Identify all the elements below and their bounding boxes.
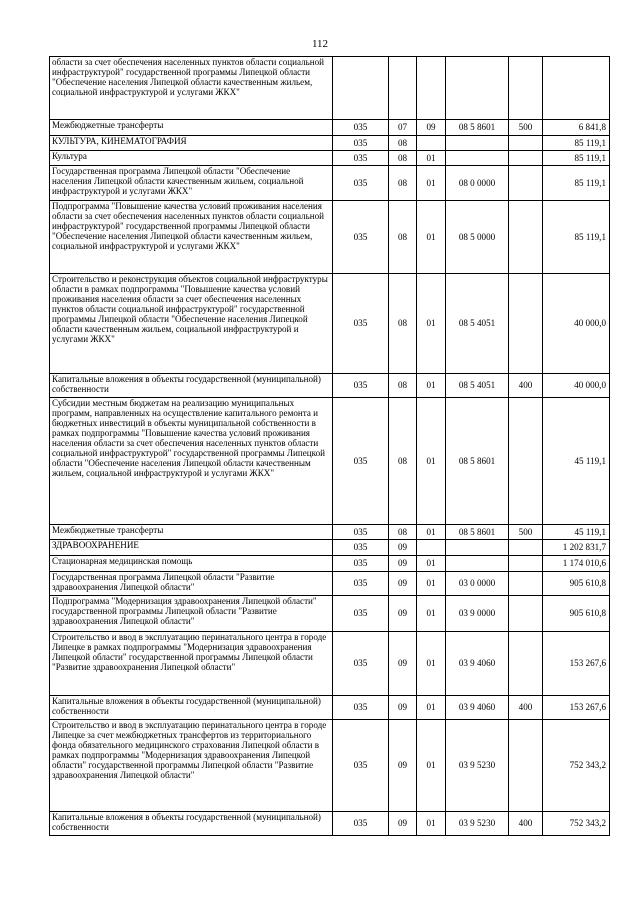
target-article-cell bbox=[446, 151, 509, 166]
item-name-cell: КУЛЬТУРА, КИНЕМАТОГРАФИЯ bbox=[50, 136, 333, 151]
table-row bbox=[50, 632, 610, 696]
expense-type-cell: 500 bbox=[509, 525, 543, 540]
table-row bbox=[50, 201, 610, 274]
target-article-cell bbox=[446, 57, 509, 120]
amount-cell: 905 610,8 bbox=[543, 572, 610, 596]
amount-cell: 85 119,1 bbox=[543, 166, 610, 201]
target-article-cell: 08 5 0000 bbox=[446, 201, 509, 274]
section-code-cell: 08 bbox=[389, 136, 417, 151]
section-code-cell: 09 bbox=[389, 812, 417, 836]
table-row bbox=[50, 540, 610, 556]
target-article-cell: 03 9 0000 bbox=[446, 596, 509, 632]
section-code-cell: 09 bbox=[389, 696, 417, 720]
expense-type-cell bbox=[509, 398, 543, 525]
amount-cell: 1 174 010,6 bbox=[543, 556, 610, 572]
target-article-cell: 08 5 8601 bbox=[446, 398, 509, 525]
target-article-cell: 03 9 4060 bbox=[446, 632, 509, 696]
target-article-cell: 08 5 4051 bbox=[446, 374, 509, 398]
amount-cell: 153 267,6 bbox=[543, 696, 610, 720]
subsection-code-cell: 01 bbox=[417, 572, 446, 596]
target-article-cell: 03 9 5230 bbox=[446, 812, 509, 836]
target-article-cell: 08 5 4051 bbox=[446, 274, 509, 374]
item-name-cell: Межбюджетные трансферты bbox=[50, 120, 333, 136]
item-name-cell: Государственная программа Липецкой области "Обеспечение населения Липецкой области качественным жильем, социальной инфраструктурой и услугами ЖКХ" bbox=[50, 166, 333, 201]
expense-type-cell bbox=[509, 136, 543, 151]
section-code-cell: 08 bbox=[389, 525, 417, 540]
section-code-cell: 09 bbox=[389, 540, 417, 556]
section-code-cell: 08 bbox=[389, 274, 417, 374]
subsection-code-cell bbox=[417, 136, 446, 151]
ministry-code-cell: 035 bbox=[333, 572, 389, 596]
amount-cell: 1 202 831,7 bbox=[543, 540, 610, 556]
item-name-cell: Строительство и ввод в эксплуатацию перинатального центра в городе Липецке за счет межбюджетных трансфертов из территориального фонда обязательного медицинского страхования Липецкой области в рамках подпрограммы "Модернизация здравоохранения Липецкой области" государственной программы Липецкой области "Развитие здравоохранения Липецкой области" bbox=[50, 720, 333, 812]
item-name-cell: Стационарная медицинская помощь bbox=[50, 556, 333, 572]
table-row bbox=[50, 151, 610, 166]
section-code-cell bbox=[389, 57, 417, 120]
amount-cell: 85 119,1 bbox=[543, 136, 610, 151]
subsection-code-cell bbox=[417, 57, 446, 120]
page-number: 112 bbox=[311, 38, 329, 50]
subsection-code-cell: 01 bbox=[417, 596, 446, 632]
budget-table bbox=[49, 56, 610, 836]
ministry-code-cell: 035 bbox=[333, 136, 389, 151]
expense-type-cell bbox=[509, 201, 543, 274]
target-article-cell bbox=[446, 136, 509, 151]
table-row bbox=[50, 166, 610, 201]
subsection-code-cell: 01 bbox=[417, 720, 446, 812]
table-row bbox=[50, 812, 610, 836]
amount-cell: 153 267,6 bbox=[543, 632, 610, 696]
amount-cell bbox=[543, 57, 610, 120]
table-row bbox=[50, 556, 610, 572]
target-article-cell: 08 5 8601 bbox=[446, 525, 509, 540]
subsection-code-cell: 01 bbox=[417, 556, 446, 572]
ministry-code-cell: 035 bbox=[333, 398, 389, 525]
table-row bbox=[50, 525, 610, 540]
expense-type-cell: 400 bbox=[509, 812, 543, 836]
item-name-cell: Капитальные вложения в объекты государственной (муниципальной) собственности bbox=[50, 812, 333, 836]
subsection-code-cell bbox=[417, 540, 446, 556]
section-code-cell: 09 bbox=[389, 596, 417, 632]
ministry-code-cell: 035 bbox=[333, 201, 389, 274]
amount-cell: 85 119,1 bbox=[543, 151, 610, 166]
amount-cell: 6 841,8 bbox=[543, 120, 610, 136]
target-article-cell: 08 0 0000 bbox=[446, 166, 509, 201]
table-row bbox=[50, 596, 610, 632]
item-name-cell: Строительство и ввод в эксплуатацию перинатального центра в городе Липецке в рамках подпрограммы "Модернизация здравоохранения Липецкой области" государственной программы Липецкой области "Развитие здравоохранения Липецкой области" bbox=[50, 632, 333, 696]
subsection-code-cell: 01 bbox=[417, 166, 446, 201]
amount-cell: 85 119,1 bbox=[543, 201, 610, 274]
ministry-code-cell: 035 bbox=[333, 556, 389, 572]
target-article-cell bbox=[446, 556, 509, 572]
section-code-cell: 09 bbox=[389, 572, 417, 596]
expense-type-cell bbox=[509, 274, 543, 374]
ministry-code-cell: 035 bbox=[333, 525, 389, 540]
subsection-code-cell: 01 bbox=[417, 812, 446, 836]
table-row bbox=[50, 274, 610, 374]
expense-type-cell: 500 bbox=[509, 120, 543, 136]
expense-type-cell: 400 bbox=[509, 374, 543, 398]
item-name-cell: Подпрограмма "Повышение качества условий проживания населения области за счет обеспечения населенных пунктов области социальной инфраструктурой" государственной программы Липецкой области "Обеспечение населения Липецкой области качественным жильем, социальной инфраструктурой и услугами ЖКХ" bbox=[50, 201, 333, 274]
section-code-cell: 08 bbox=[389, 398, 417, 525]
item-name-cell: Строительство и реконструкция объектов социальной инфраструктуры области в рамках подпрограммы "Повышение качества условий проживания населения области за счет обеспечения населенных пунктов области социальной инфраструктурой" государственной программы Липецкой области "Обеспечение населения Липецкой области качественным жильем, социальной инфраструктурой и услугами ЖКХ" bbox=[50, 274, 333, 374]
amount-cell: 752 343,2 bbox=[543, 812, 610, 836]
subsection-code-cell: 01 bbox=[417, 525, 446, 540]
table-row bbox=[50, 374, 610, 398]
ministry-code-cell bbox=[333, 57, 389, 120]
expense-type-cell: 400 bbox=[509, 696, 543, 720]
ministry-code-cell: 035 bbox=[333, 812, 389, 836]
ministry-code-cell: 035 bbox=[333, 720, 389, 812]
expense-type-cell bbox=[509, 596, 543, 632]
table-row bbox=[50, 120, 610, 136]
table-body bbox=[50, 57, 610, 836]
target-article-cell bbox=[446, 540, 509, 556]
section-code-cell: 09 bbox=[389, 720, 417, 812]
subsection-code-cell: 01 bbox=[417, 696, 446, 720]
ministry-code-cell: 035 bbox=[333, 166, 389, 201]
item-name-cell: Межбюджетные трансферты bbox=[50, 525, 333, 540]
item-name-cell: Субсидии местным бюджетам на реализацию муниципальных программ, направленных на осуществление капитального ремонта и бюджетных инвестиций в объекты муниципальной собственности в рамках подпрограммы "Повышение качества условий проживания населения области за счет обеспечения населенных пунктов области социальной инфраструктурой" государственной программы Липецкой области "Обеспечение населения Липецкой области качественным жильем, социальной инфраструктурой и услугами ЖКХ" bbox=[50, 398, 333, 525]
subsection-code-cell: 01 bbox=[417, 274, 446, 374]
ministry-code-cell: 035 bbox=[333, 696, 389, 720]
item-name-cell: Культура bbox=[50, 151, 333, 166]
subsection-code-cell: 01 bbox=[417, 398, 446, 525]
section-code-cell: 08 bbox=[389, 166, 417, 201]
table-row bbox=[50, 136, 610, 151]
item-name-cell: Государственная программа Липецкой области "Развитие здравоохранения Липецкой области" bbox=[50, 572, 333, 596]
subsection-code-cell: 01 bbox=[417, 632, 446, 696]
amount-cell: 45 119,1 bbox=[543, 398, 610, 525]
section-code-cell: 09 bbox=[389, 556, 417, 572]
expense-type-cell bbox=[509, 720, 543, 812]
subsection-code-cell: 09 bbox=[417, 120, 446, 136]
table-row bbox=[50, 696, 610, 720]
table-row bbox=[50, 398, 610, 525]
target-article-cell: 03 9 5230 bbox=[446, 720, 509, 812]
target-article-cell: 03 9 4060 bbox=[446, 696, 509, 720]
expense-type-cell bbox=[509, 540, 543, 556]
ministry-code-cell: 035 bbox=[333, 540, 389, 556]
ministry-code-cell: 035 bbox=[333, 151, 389, 166]
expense-type-cell bbox=[509, 632, 543, 696]
amount-cell: 40 000,0 bbox=[543, 274, 610, 374]
ministry-code-cell: 035 bbox=[333, 120, 389, 136]
amount-cell: 752 343,2 bbox=[543, 720, 610, 812]
ministry-code-cell: 035 bbox=[333, 632, 389, 696]
expense-type-cell bbox=[509, 556, 543, 572]
subsection-code-cell: 01 bbox=[417, 151, 446, 166]
ministry-code-cell: 035 bbox=[333, 596, 389, 632]
table-row bbox=[50, 720, 610, 812]
amount-cell: 905 610,8 bbox=[543, 596, 610, 632]
item-name-cell: области за счет обеспечения населенных пунктов области социальной инфраструктурой" государственной программы Липецкой области "Обеспечение населения Липецкой области качественным жильем, социальной инфраструктурой и услугами ЖКХ" bbox=[50, 57, 333, 120]
table-row bbox=[50, 57, 610, 120]
amount-cell: 40 000,0 bbox=[543, 374, 610, 398]
subsection-code-cell: 01 bbox=[417, 374, 446, 398]
amount-cell: 45 119,1 bbox=[543, 525, 610, 540]
ministry-code-cell: 035 bbox=[333, 274, 389, 374]
expense-type-cell bbox=[509, 151, 543, 166]
section-code-cell: 08 bbox=[389, 201, 417, 274]
expense-type-cell bbox=[509, 572, 543, 596]
item-name-cell: Капитальные вложения в объекты государственной (муниципальной) собственности bbox=[50, 696, 333, 720]
section-code-cell: 07 bbox=[389, 120, 417, 136]
target-article-cell: 03 0 0000 bbox=[446, 572, 509, 596]
section-code-cell: 08 bbox=[389, 151, 417, 166]
ministry-code-cell: 035 bbox=[333, 374, 389, 398]
item-name-cell: Подпрограмма "Модернизация здравоохранения Липецкой области" государственной программы Липецкой области "Развитие здравоохранения Липецкой области" bbox=[50, 596, 333, 632]
section-code-cell: 08 bbox=[389, 374, 417, 398]
expense-type-cell bbox=[509, 57, 543, 120]
section-code-cell: 09 bbox=[389, 632, 417, 696]
expense-type-cell bbox=[509, 166, 543, 201]
target-article-cell: 08 5 8601 bbox=[446, 120, 509, 136]
table-row bbox=[50, 572, 610, 596]
subsection-code-cell: 01 bbox=[417, 201, 446, 274]
item-name-cell: Капитальные вложения в объекты государственной (муниципальной) собственности bbox=[50, 374, 333, 398]
item-name-cell: ЗДРАВООХРАНЕНИЕ bbox=[50, 540, 333, 556]
